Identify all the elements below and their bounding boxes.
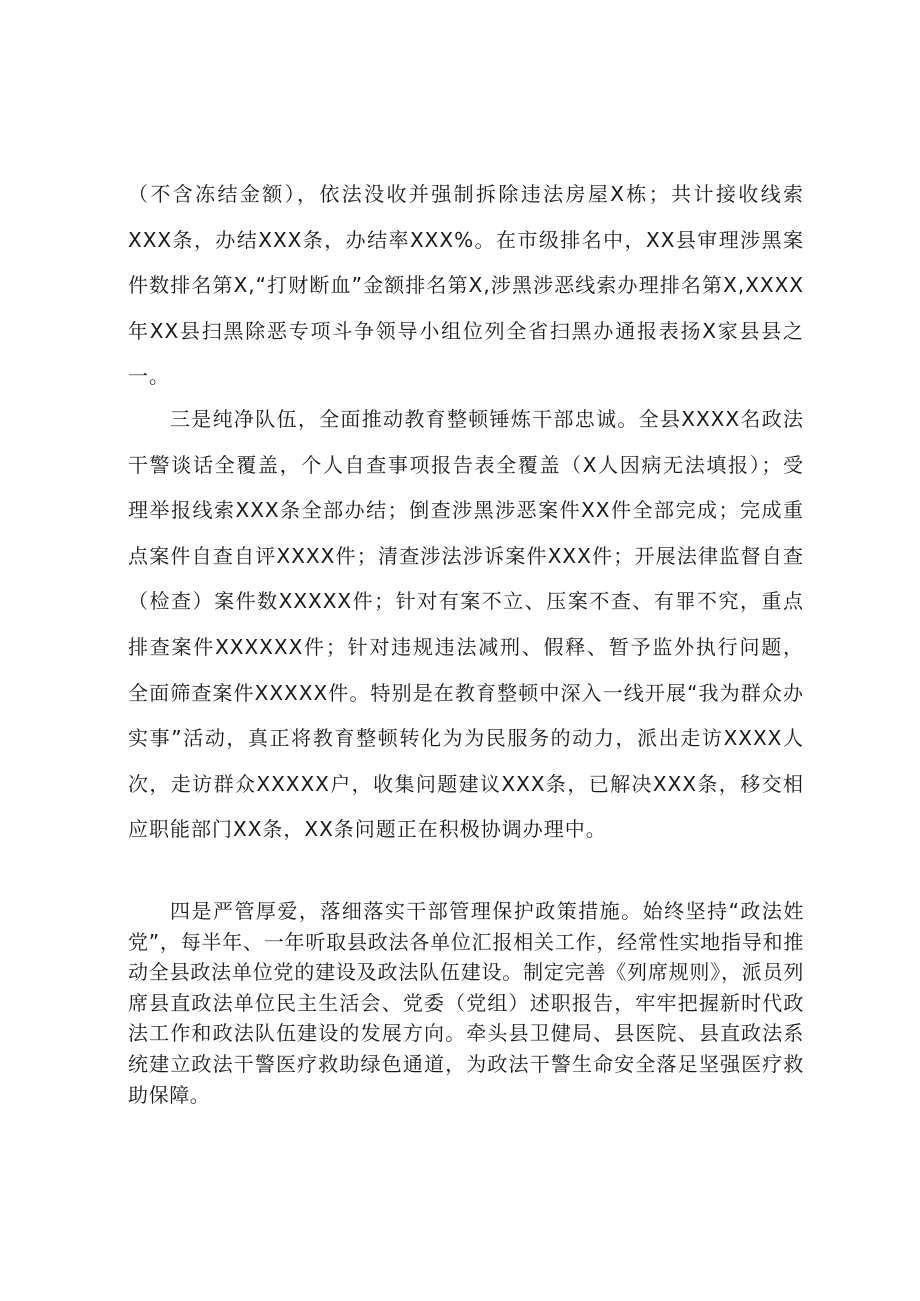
paragraph-3: 四是严管厚爱，落细落实干部管理保护政策措施。始终坚持“政法姓党”，每半年、一年听取县政法各单位汇报相关工作，经常性实地指导和推动全县政法单位党的建设及政法队伍建设。制定完善《列席规则》，派员列席县直政法单位民主生活会、党委（党组）述职报告，牢牢把握新时代政法工作和政法队伍建设的发展方向。牵头县卫健局、县医院、县直政法系统建立政法干警医疗救助绿色通道，为政法干警生命安全落足坚强医疗救助保障。 bbox=[128, 899, 804, 1107]
paragraph-1: （不含冻结金额），依法没收并强制拆除违法房屋X栋；共计接收线索XXX条，办结XXX条，办结率XXX%。在市级排名中，XX县审理涉黑案件数排名第X,“打财断血”金额排名第X,涉黑涉恶线索办理排名第X,XXXX年XX县扫黑除恶专项斗争领导小组位列全省扫黑办通报表扬X家县县之一。 bbox=[128, 182, 804, 388]
paragraph-2: 三是纯净队伍，全面推动教育整顿锤炼干部忠诚。全县XXXX名政法干警谈话全覆盖，个人自查事项报告表全覆盖（X人因病无法填报）；受理举报线索XXX条全部办结；倒查涉黑涉恶案件XX件全部完成；完成重点案件自查自评XXXX件；清查涉法涉诉案件XXX件；开展法律监督自查（检查）案件数XXXXX件；针对有案不立、压案不查、有罪不究，重点排查案件XXXXXX件；针对违规违法减刑、假释、暂予监外执行问题，全面筛查案件XXXXX件。特别是在教育整顿中深入一线开展“我为群众办实事”活动，真正将教育整顿转化为为民服务的动力，派出走访XXXX人次，走访群众XXXXX户，收集问题建议XXX条，已解决XXX条，移交相应职能部门XX条，XX条问题正在积极协调办理中。 bbox=[128, 407, 804, 842]
